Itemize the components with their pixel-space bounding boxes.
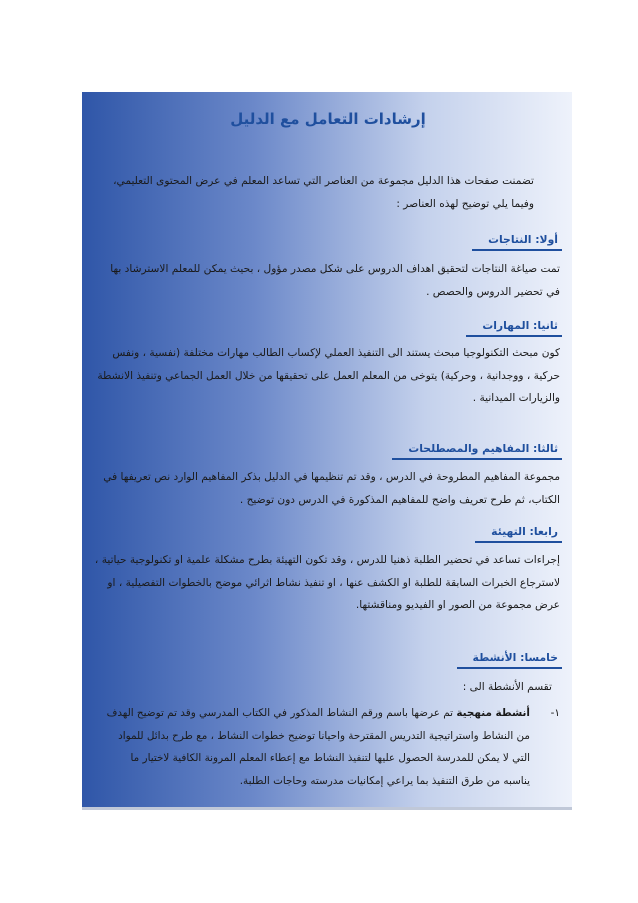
section-body-outcomes [90,258,560,303]
list-number: ١- [550,707,560,719]
body-line: لاسترجاع الخبرات السابقة للطلبة او الكشف عنها ، او تنفيذ نشاط اثرائي موضح بالخطوات التفصيلية ، او [107,576,560,589]
body-line: والزيارات الميدانية . [472,392,560,404]
page-title: إرشادات التعامل مع الدليل [230,110,426,128]
body-line: عرض مجموعة من الصور او الفيديو ومناقشتها. [355,599,560,611]
body-line: الكتاب، ثم طرح تعريف واضح للمفاهيم المذكورة في الدرس دون توضيح . [239,493,560,506]
body-line: تمت صياغة النتاجات لتحقيق اهداف الدروس على شكل مصدر مؤول ، بحيث يمكن للمعلم الاسترشاد بها [110,263,560,275]
intro-line: وفيما يلي توضيح لهذه العناصر : [396,197,534,210]
intro-line: تضمنت صفحات هذا الدليل مجموعة من العناصر التي تساعد المعلم في عرض المحتوى التعليمي، [113,175,534,187]
list-line: من النشاط واستراتيجية التدريس المقترحة واحيانا توضيح خطوات النشاط ، مع طرح بدائل للمواد [118,729,530,742]
body-line: مجموعة المفاهيم المطروحة في الدرس ، وقد تم تنظيمها في الدليل بذكر المفاهيم الوارد نص تعريفها في [103,471,560,483]
body-line: حركية ، ووجدانية ، وحركية) يتوخى من المعلم العمل على تحقيقها من خلال العمل الجماعي وتنفيذ الانشطة [97,369,560,382]
list-line-text: تم عرضها باسم ورقم النشاط المذكور في الكتاب المدرسي وقد تم توضيح الهدف [106,707,454,719]
section-body-warmup [90,549,560,617]
body-line: كون مبحث التكنولوجيا مبحث يستند الى التنفيذ العملي لإكساب الطالب مهارات مختلفة (نفسية ، ونفس [112,347,560,359]
list-line [90,702,530,725]
intro-paragraph [80,170,560,215]
section-body-concepts [90,466,560,511]
section-body-activities [90,676,560,699]
section-heading-skills: ثانيا: المهارات [466,318,562,337]
activities-list-item [90,702,560,792]
section-heading-activities: خامسا: الأنشطة [457,650,562,669]
body-line: إجراءات تساعد في تحضير الطلبة ذهنيا للدرس ، وقد تكون التهيئة بطرح مشكلة علمية او تكنولوجية حياتية ، [94,554,560,566]
section-heading-concepts: ثالثا: المفاهيم والمصطلحات [392,441,562,460]
body-line: تقسم الأنشطة الى : [462,681,552,693]
section-body-skills [90,342,560,410]
list-line: يناسبه من طرق التنفيذ بما يراعي إمكانيات مدرسته وحاجات الطلبة. [239,774,530,787]
section-heading-warmup: رابعا: التهيئة [475,524,562,543]
section-heading-outcomes: أولا: النتاجات [472,232,562,251]
list-bold-lead: أنشطة منهجية [456,707,530,719]
list-line: التي لا يمكن للمدرسة الحصول عليها لتنفيذ النشاط مع إعطاء المعلم المرونة الكافية لاختيار ما [130,752,530,764]
body-line: في تحضير الدروس والحصص . [426,285,560,298]
